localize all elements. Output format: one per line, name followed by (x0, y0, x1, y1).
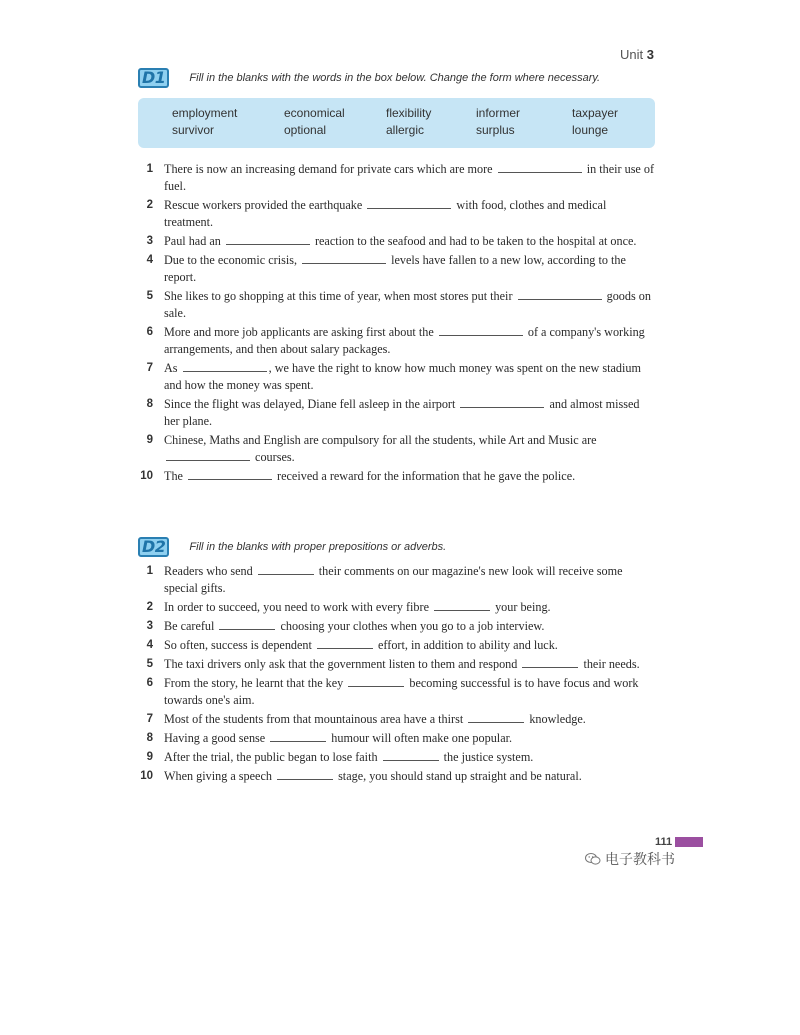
question-item (137, 675, 657, 709)
answer-blank[interactable] (498, 162, 582, 173)
word-box-item: survivor (172, 123, 215, 137)
question-number: 4 (146, 639, 153, 651)
answer-blank[interactable] (383, 750, 439, 761)
question-text: becoming successful is to have focus and work towards one's aim. (164, 676, 639, 707)
unit-number: 3 (646, 47, 654, 62)
question-text: effort, in addition to ability and luck. (378, 638, 558, 652)
question-text: reaction to the seafood and had to be taken to the hospital at once. (314, 234, 637, 248)
section-d1-instruction: Fill in the blanks with the words in the box below. Change the form where necessary. (189, 72, 601, 84)
question-number: 8 (146, 398, 153, 410)
question-item (137, 468, 657, 485)
watermark-text: 电子教科书 (605, 852, 675, 868)
question-text: From the story, he learnt that the key (164, 676, 344, 690)
question-number: 9 (146, 434, 153, 446)
word-box (138, 98, 655, 148)
word-box-item: flexibility (386, 106, 432, 120)
answer-blank[interactable] (468, 712, 524, 723)
question-text: courses. (255, 450, 295, 464)
answer-blank[interactable] (219, 619, 275, 630)
question-item (137, 599, 657, 616)
section-badge-d1: D1 (138, 68, 169, 88)
question-text: Rescue workers provided the earthquake (164, 198, 363, 212)
question-text: Paul had an (164, 234, 221, 248)
question-text: More and more job applicants are asking first about the (164, 325, 434, 339)
question-item (137, 360, 657, 394)
question-item (137, 324, 657, 358)
question-number: 9 (146, 751, 153, 763)
question-item (137, 396, 657, 430)
section-badge-d2: D2 (138, 537, 169, 557)
question-number: 3 (146, 620, 153, 632)
question-text: the justice system. (443, 750, 534, 764)
question-item (137, 711, 657, 728)
page-color-bar (675, 837, 703, 847)
question-text: stage, you should stand up straight and be natural. (338, 769, 582, 783)
question-text: So often, success is dependent (164, 638, 312, 652)
question-number: 10 (140, 470, 153, 482)
question-text: Since the flight was delayed, Diane fell asleep in the airport (164, 397, 456, 411)
question-text: As (164, 361, 178, 375)
question-item (137, 161, 657, 195)
answer-blank[interactable] (302, 253, 386, 264)
question-text: Having a good sense (164, 731, 266, 745)
question-text: levels have fallen to a new low, according to the report. (164, 253, 626, 284)
question-item (137, 618, 657, 635)
question-item (137, 432, 657, 466)
question-text: your being. (495, 600, 551, 614)
question-text: their needs. (583, 657, 640, 671)
question-text: Due to the economic crisis, (164, 253, 298, 267)
question-item (137, 197, 657, 231)
question-number: 6 (146, 326, 153, 338)
answer-blank[interactable] (522, 657, 578, 668)
question-text: with food, clothes and medical treatment. (164, 198, 607, 229)
question-number: 4 (146, 254, 153, 266)
question-text: choosing your clothes when you go to a job interview. (280, 619, 545, 633)
question-text: knowledge. (529, 712, 586, 726)
question-number: 5 (146, 290, 153, 302)
question-text: Chinese, Maths and English are compulsory for all the students, while Art and Music are (164, 433, 597, 447)
question-text: Most of the students from that mountainous area have a thirst (164, 712, 464, 726)
question-item (137, 656, 657, 673)
wechat-icon (585, 852, 601, 866)
page-number-text: 111 (655, 836, 673, 848)
question-text: , we have the right to know how much money was spent on the new stadium and how the money was spent. (164, 361, 641, 392)
question-text: their comments on our magazine's new look will receive some special gifts. (164, 564, 623, 595)
answer-blank[interactable] (270, 731, 326, 742)
answer-blank[interactable] (277, 769, 333, 780)
answer-blank[interactable] (367, 198, 451, 209)
section-d2-instruction: Fill in the blanks with proper prepositions or adverbs. (189, 541, 447, 553)
question-text: in their use of fuel. (164, 162, 655, 193)
question-number: 6 (146, 677, 153, 689)
question-number: 10 (140, 770, 153, 782)
word-box-item: lounge (572, 123, 609, 137)
question-item (137, 749, 657, 766)
section-d1-header (138, 68, 600, 88)
question-item (137, 563, 657, 597)
question-number: 2 (146, 199, 153, 211)
answer-blank[interactable] (188, 469, 272, 480)
unit-text: Unit (620, 47, 644, 62)
unit-label (620, 47, 654, 62)
question-number: 1 (146, 163, 153, 175)
question-number: 5 (146, 658, 153, 670)
answer-blank[interactable] (439, 325, 523, 336)
word-box-item: allergic (386, 123, 425, 137)
question-text: When giving a speech (164, 769, 272, 783)
question-text: of a company's working arrangements, and then about salary packages. (164, 325, 645, 356)
question-text: humour will often make one popular. (331, 731, 513, 745)
answer-blank[interactable] (183, 361, 267, 372)
question-text: received a reward for the information that he gave the police. (277, 469, 576, 483)
page-number (655, 836, 703, 848)
question-text: goods on sale. (164, 289, 651, 320)
answer-blank[interactable] (226, 234, 310, 245)
question-number: 1 (146, 565, 153, 577)
answer-blank[interactable] (460, 397, 544, 408)
question-text: After the trial, the public began to lose faith (164, 750, 378, 764)
question-number: 8 (146, 732, 153, 744)
question-text: and almost missed her plane. (164, 397, 640, 428)
question-item (137, 768, 657, 785)
answer-blank[interactable] (348, 676, 404, 687)
question-item (137, 730, 657, 747)
watermark (585, 849, 675, 869)
question-number: 2 (146, 601, 153, 613)
word-box-item: economical (284, 106, 345, 120)
question-list-d1 (137, 161, 657, 487)
answer-blank[interactable] (434, 600, 490, 611)
answer-blank[interactable] (317, 638, 373, 649)
question-number: 3 (146, 235, 153, 247)
question-number: 7 (146, 713, 153, 725)
question-item (137, 288, 657, 322)
word-box-item: employment (172, 106, 238, 120)
question-text: Readers who send (164, 564, 253, 578)
question-text: She likes to go shopping at this time of year, when most stores put their (164, 289, 513, 303)
question-item (137, 233, 657, 250)
word-box-item: informer (476, 106, 521, 120)
question-text: There is now an increasing demand for private cars which are more (164, 162, 493, 176)
word-box-item: optional (284, 123, 327, 137)
answer-blank[interactable] (518, 289, 602, 300)
question-list-d2 (137, 563, 657, 787)
question-item (137, 252, 657, 286)
question-text: In order to succeed, you need to work with every fibre (164, 600, 429, 614)
question-number: 7 (146, 362, 153, 374)
section-d2-header (138, 537, 446, 557)
word-box-item: taxpayer (572, 106, 619, 120)
answer-blank[interactable] (166, 450, 250, 461)
question-item (137, 637, 657, 654)
question-text: The taxi drivers only ask that the government listen to them and respond (164, 657, 518, 671)
answer-blank[interactable] (258, 564, 314, 575)
word-box-item: surplus (476, 123, 515, 137)
question-text: Be careful (164, 619, 215, 633)
question-text: The (164, 469, 183, 483)
